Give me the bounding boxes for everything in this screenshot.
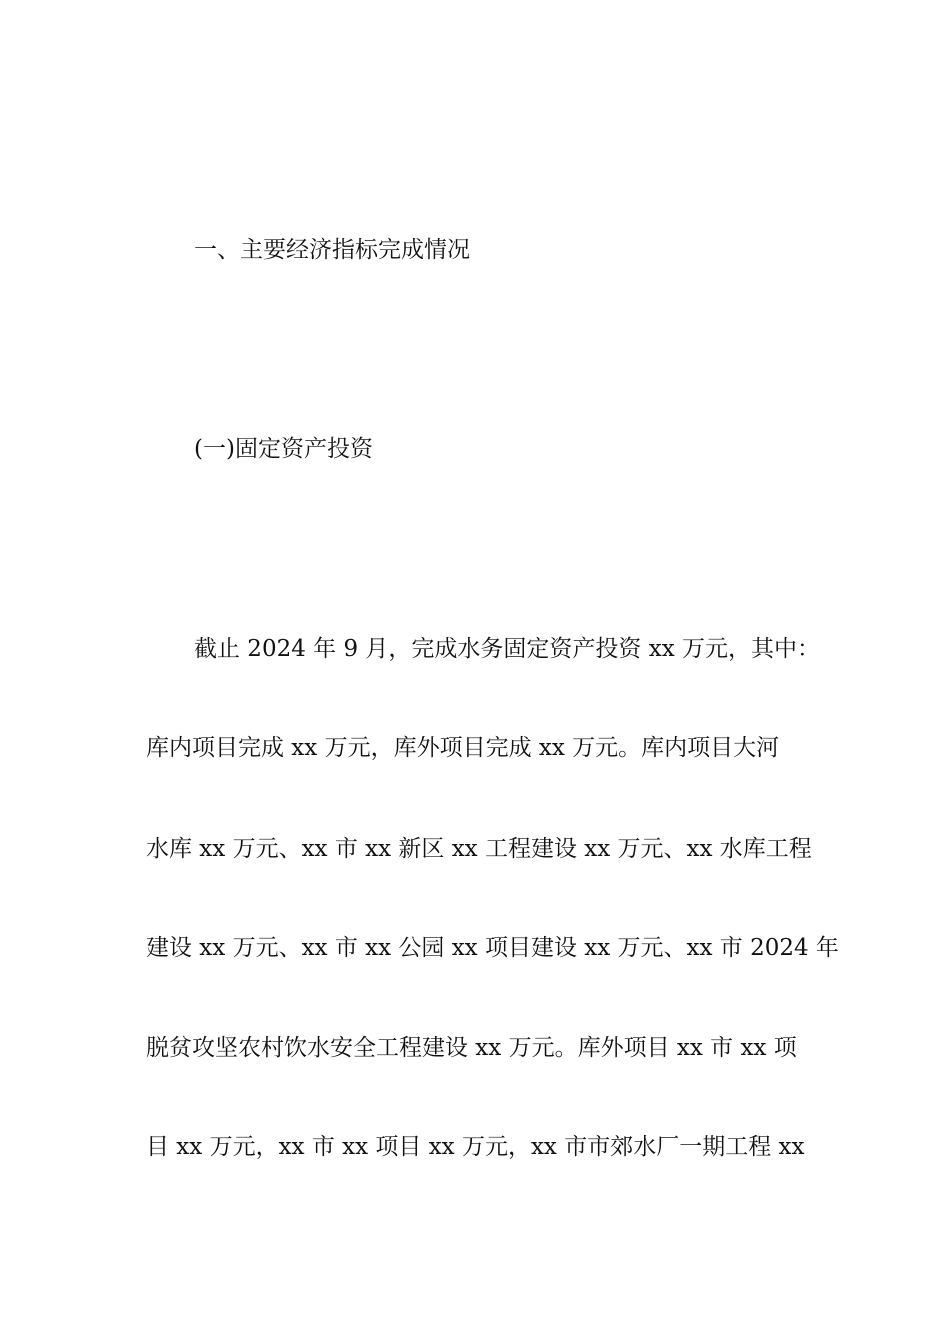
- paragraph-line: 库内项目完成 xx 万元，库外项目完成 xx 万元。库内项目大河: [146, 735, 780, 761]
- paragraph-line: 目 xx 万元，xx 市 xx 项目 xx 万元，xx 市市郊水厂一期工程 xx: [146, 1134, 805, 1160]
- paragraph-line: 截止 2024 年 9 月，完成水务固定资产投资 xx 万元，其中：: [194, 636, 820, 662]
- paragraph-line: 脱贫攻坚农村饮水安全工程建设 xx 万元。库外项目 xx 市 xx 项: [146, 1035, 797, 1061]
- paragraph-line: 建设 xx 万元、xx 市 xx 公园 xx 项目建设 xx 万元、xx 市 2024 年: [146, 935, 839, 961]
- subsection-heading: (一)固定资产投资: [194, 436, 373, 462]
- paragraph-line: 水库 xx 万元、xx 市 xx 新区 xx 工程建设 xx 万元、xx 水库工程: [146, 836, 812, 862]
- section-heading: 一、主要经济指标完成情况: [194, 237, 470, 263]
